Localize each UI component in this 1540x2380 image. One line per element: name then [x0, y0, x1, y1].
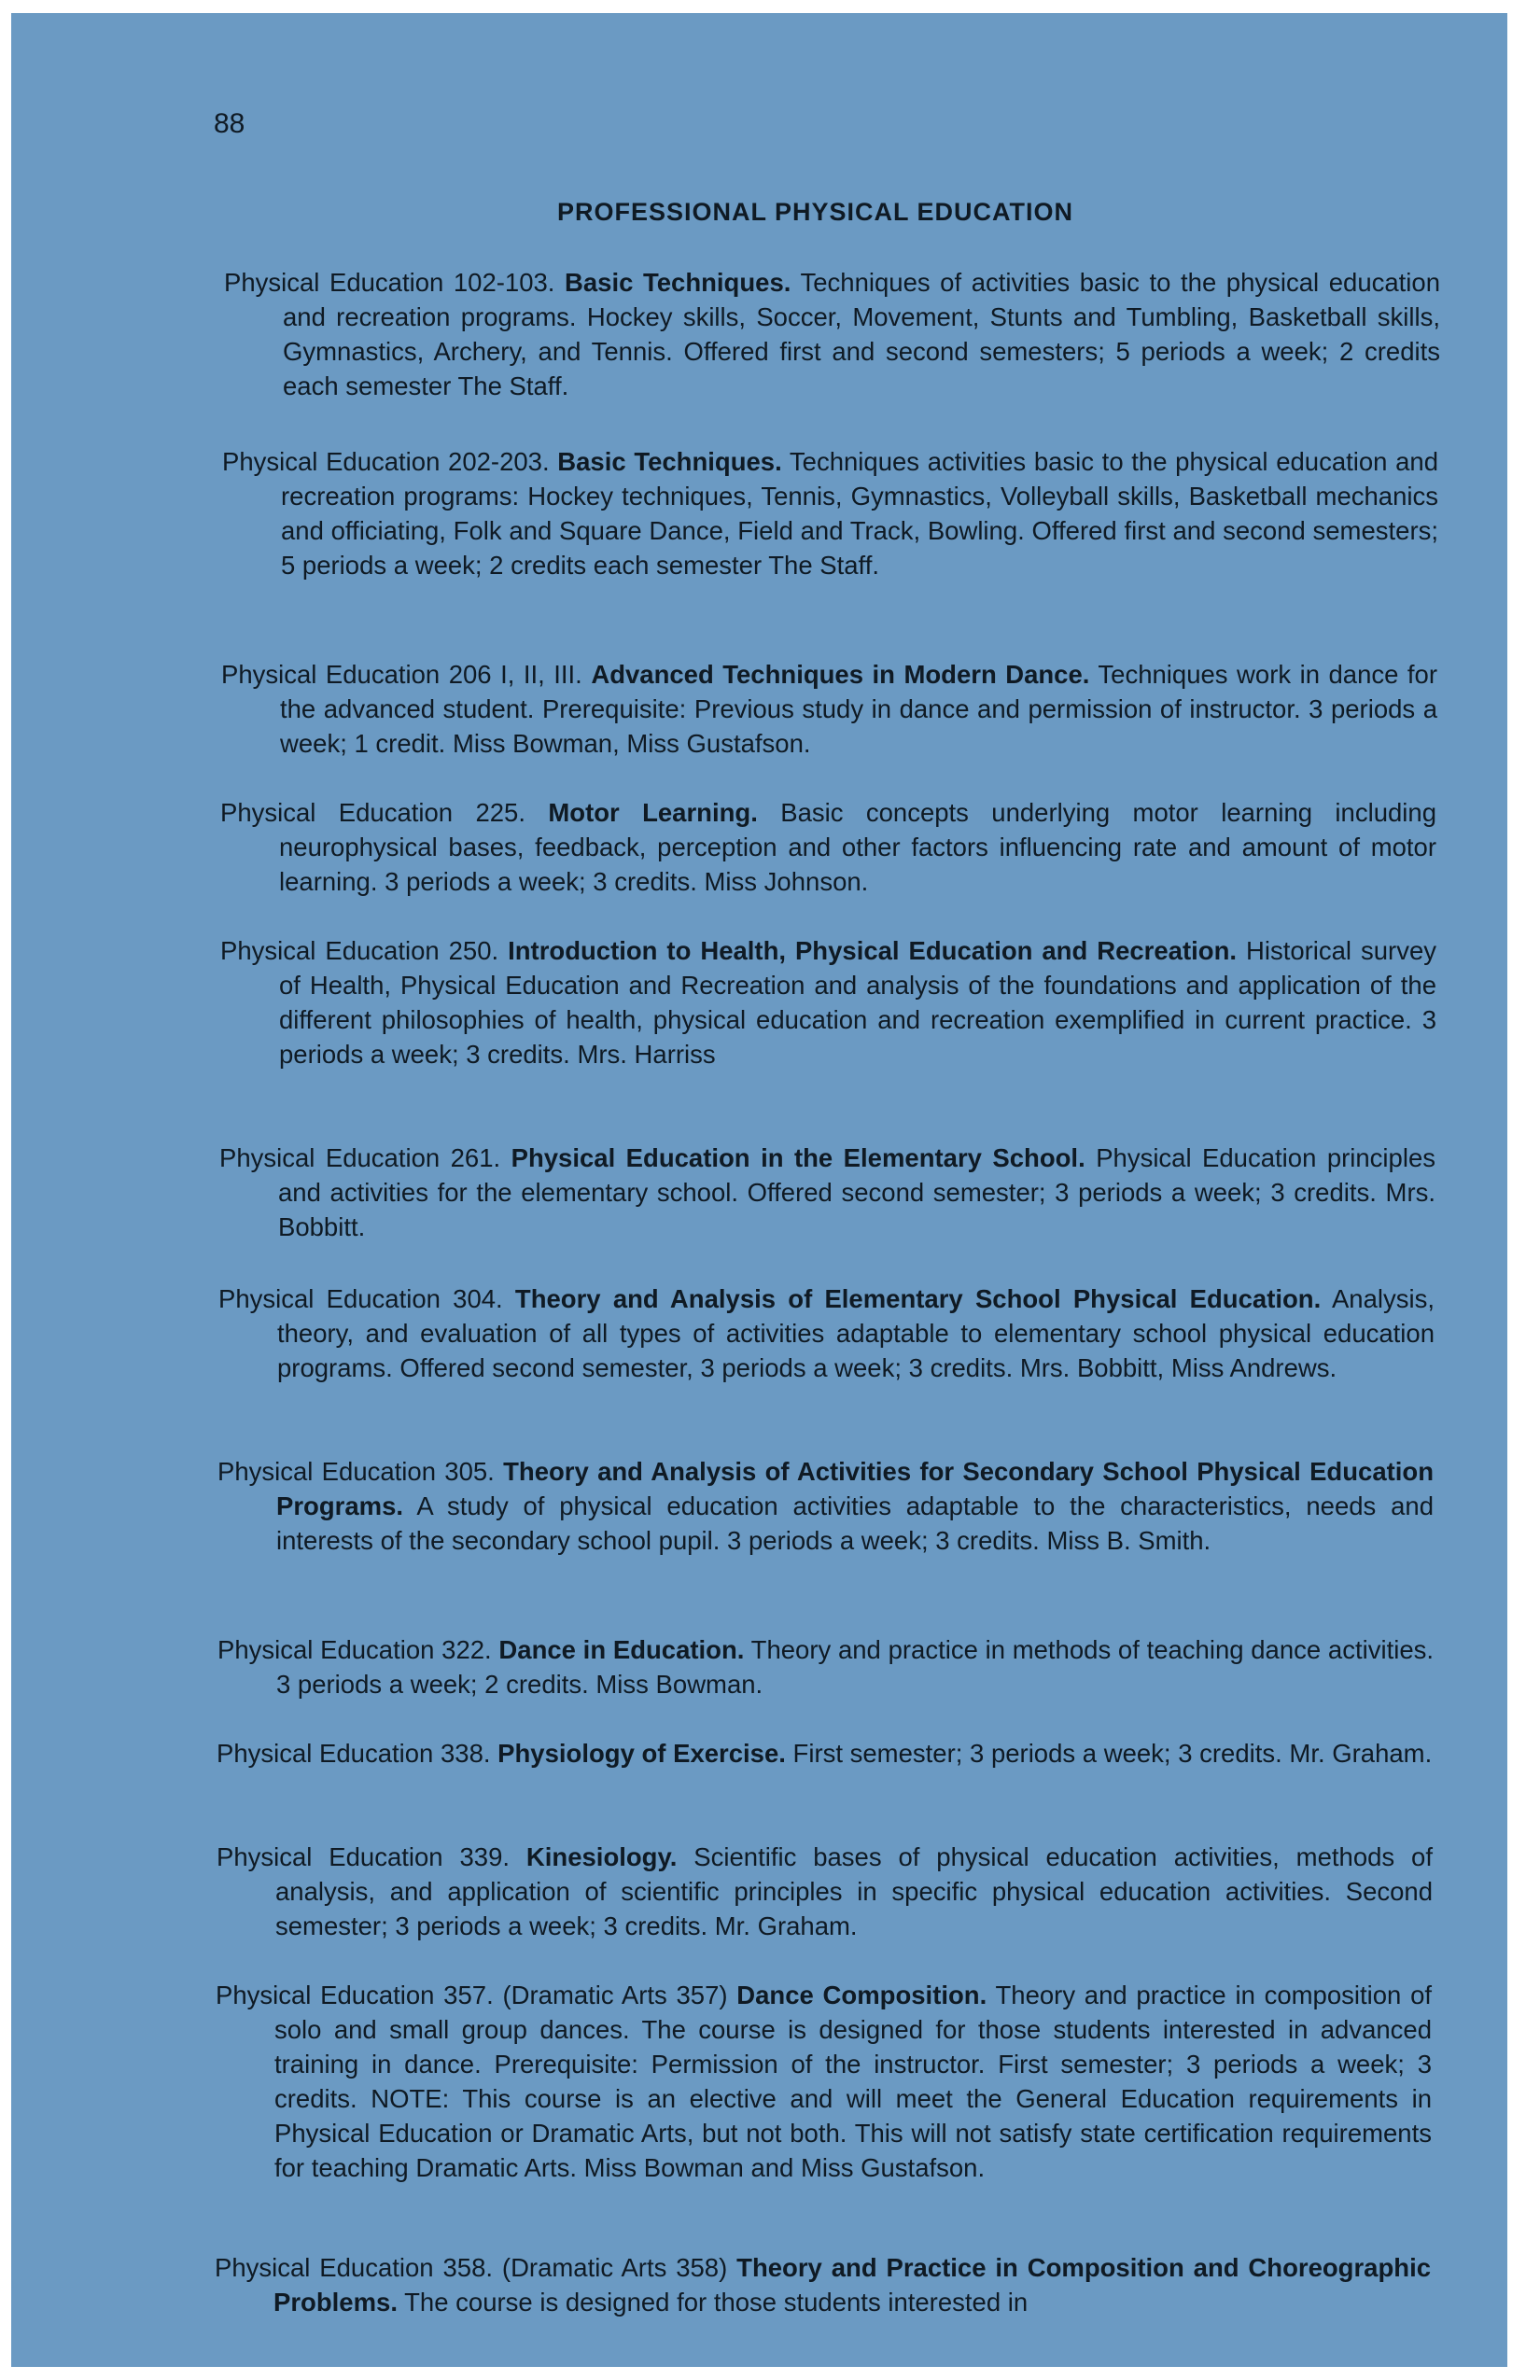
course-number: Physical Education 261.	[219, 1143, 501, 1172]
course-entry	[220, 795, 1436, 899]
course-number: Physical Education 339.	[217, 1842, 511, 1871]
course-entry	[222, 444, 1439, 582]
course-cross-listing: (Dramatic Arts 357)	[502, 1981, 728, 2009]
course-description: First semester; 3 periods a week; 3 credits. Mr. Graham.	[792, 1739, 1433, 1768]
course-description: The course is designed for those students interested in	[404, 2288, 1029, 2317]
section-title: PROFESSIONAL PHYSICAL EDUCATION	[556, 198, 1074, 226]
course-number: Physical Education 358.	[215, 2253, 494, 2282]
course-entry	[216, 1978, 1433, 2185]
course-title: Basic Techniques.	[557, 447, 782, 476]
course-description: Scientific bases of physical education activities, methods of analysis, and application of scientific principles in specific physical education activities. Second semester; 3 periods a week; 3 credits. Mr. Graham.	[275, 1842, 1433, 1940]
course-title: Theory and Practice in Composition and Choreographic Problems.	[273, 2253, 1431, 2317]
course-description: Theory and practice in methods of teaching dance activities. 3 periods a week; 2 credits. Miss Bowman.	[276, 1635, 1435, 1699]
course-number: Physical Education 338.	[217, 1739, 491, 1768]
course-entry	[217, 1736, 1433, 1771]
course-description: Physical Education principles and activities for the elementary school. Offered second semester; 3 periods a week; 3 credits. Mrs. Bobbitt.	[278, 1143, 1435, 1241]
course-title: Dance Composition.	[736, 1981, 987, 2009]
course-entry	[224, 265, 1441, 403]
course-description: A study of physical education activities adaptable to the characteristics, needs and interests of the secondary school pupil. 3 periods a week; 3 credits. Miss B. Smith.	[276, 1491, 1434, 1555]
course-title: Kinesiology.	[525, 1842, 678, 1871]
course-title: Theory and Analysis of Activities for Secondary School Physical Education Programs.	[276, 1457, 1435, 1520]
course-description: Techniques work in dance for the advanced student. Prerequisite: Previous study in dance and permission of instructor. 3 periods a week; 1 credit. Miss Bowman, Miss Gustafson.	[280, 660, 1438, 758]
course-number: Physical Education 102-103.	[224, 268, 555, 297]
course-entry	[220, 933, 1436, 1071]
course-entry	[219, 1141, 1435, 1244]
course-title: Physiology of Exercise.	[497, 1739, 786, 1768]
course-description: Techniques of activities basic to the physical education and recreation programs. Hockey skills, Soccer, Movement, Stunts and Tumbling, Basketball skills, Gymnastics, Archery, and Tennis. Offered first and second semesters; 5 periods a week; 2 credits each semester The Staff.	[283, 268, 1441, 400]
course-number: Physical Education 357.	[216, 1981, 494, 2009]
course-description: Basic concepts underlying motor learning including neurophysical bases, feedback, perception and other factors influencing rate and amount of motor learning. 3 periods a week; 3 credits. Miss Johnson.	[279, 798, 1436, 896]
course-description: Historical survey of Health, Physical Education and Recreation and analysis of the foundations and application of the different philosophies of health, physical education and recreation exemplified in current practice. 3 periods a week; 3 credits. Mrs. Harriss	[279, 936, 1436, 1069]
course-title: Physical Education in the Elementary School.	[511, 1143, 1085, 1172]
course-entry	[215, 2250, 1431, 2319]
course-entry	[217, 1632, 1435, 1701]
course-description: Techniques activities basic to the physical education and recreation programs: Hockey techniques, Tennis, Gymnastics, Volleyball skills, Basketball mechanics and officiating, Folk and Square Dance, Field and Track, Bowling. Offered first and second semesters; 5 periods a week; 2 credits each semester The Staff.	[281, 447, 1439, 580]
course-number: Physical Education 250.	[220, 936, 499, 965]
course-number: Physical Education 305.	[217, 1457, 495, 1486]
course-number: Physical Education 225.	[220, 798, 525, 827]
course-title: Advanced Techniques in Modern Dance.	[591, 660, 1090, 689]
course-title: Motor Learning.	[548, 798, 758, 827]
course-number: Physical Education 202-203.	[222, 447, 550, 476]
course-cross-listing: (Dramatic Arts 358)	[501, 2253, 728, 2282]
course-entry	[217, 1840, 1433, 1943]
catalog-page	[11, 13, 1507, 2367]
page-number: 88	[214, 108, 245, 139]
course-title: Basic Techniques.	[565, 268, 791, 297]
course-description: Analysis, theory, and evaluation of all types of activities adaptable to elementary school physical education programs. Offered second semester, 3 periods a week; 3 credits. Mrs. Bobbitt, Miss Andrews.	[277, 1284, 1435, 1382]
course-number: Physical Education 322.	[217, 1635, 492, 1664]
course-entry	[221, 657, 1438, 761]
course-entry	[217, 1454, 1435, 1558]
course-title: Introduction to Health, Physical Education and Recreation.	[508, 936, 1238, 965]
course-number: Physical Education 304.	[218, 1284, 503, 1313]
course-title: Theory and Analysis of Elementary School Physical Education.	[514, 1284, 1322, 1313]
course-title: Dance in Education.	[498, 1635, 745, 1664]
course-number: Physical Education 206 I, II, III.	[221, 660, 582, 689]
course-entry	[218, 1281, 1435, 1385]
course-description: Theory and practice in composition of solo and small group dances. The course is designed for those students interested in advanced training in dance. Prerequisite: Permission of the instructor. First semester; 3 periods a week; 3 credits. NOTE: This course is an elective and will meet the General Education requirements in Physical Education or Dramatic Arts, but not both. This will not satisfy state certification requirements for teaching Dramatic Arts. Miss Bowman and Miss Gustafson.	[274, 1981, 1433, 2182]
